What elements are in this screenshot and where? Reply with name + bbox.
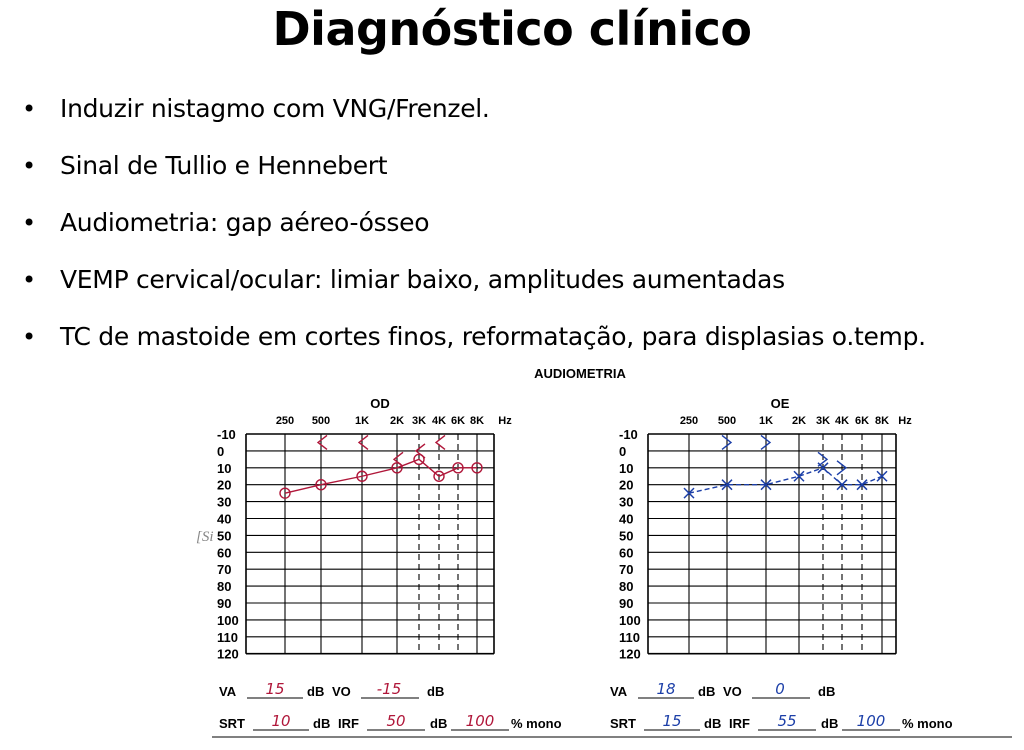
db-label: 120 bbox=[217, 646, 239, 662]
slide-title: Diagnóstico clínico bbox=[272, 2, 752, 56]
freq-label: 2K bbox=[791, 415, 807, 427]
db-label: 100 bbox=[217, 612, 239, 628]
freq-label: 6K bbox=[450, 415, 466, 427]
db-label: 0 bbox=[619, 443, 627, 459]
srt-value: 15 bbox=[662, 712, 682, 730]
ear-title: OD bbox=[370, 396, 390, 411]
db-label: 110 bbox=[619, 629, 640, 645]
mono-unit: % mono bbox=[511, 716, 562, 731]
freq-label: 3K bbox=[815, 415, 831, 427]
db-label: -10 bbox=[217, 427, 236, 442]
db-label: 10 bbox=[619, 460, 634, 476]
srt-value: 10 bbox=[271, 712, 291, 730]
bone-marker-bracket bbox=[436, 435, 445, 449]
bullet-dot-icon: • bbox=[22, 323, 36, 351]
bullet-dot-icon: • bbox=[22, 209, 36, 237]
irf-unit: dB bbox=[821, 716, 839, 731]
irf-label: IRF bbox=[729, 716, 750, 731]
freq-label: 1K bbox=[758, 415, 774, 427]
db-label: 0 bbox=[217, 443, 225, 459]
freq-label: 8K bbox=[874, 415, 890, 427]
freq-label: 250 bbox=[679, 415, 699, 427]
freq-label: 3K bbox=[411, 415, 427, 427]
db-label: 60 bbox=[217, 545, 232, 561]
bullet-item: • TC de mastoide em cortes finos, reformatação, para displasias o.temp. bbox=[22, 312, 926, 369]
irf-unit: dB bbox=[430, 716, 448, 731]
bullet-item: • VEMP cervical/ocular: limiar baixo, amplitudes aumentadas bbox=[22, 255, 926, 312]
srt-label: SRT bbox=[219, 716, 245, 731]
va-value: 18 bbox=[656, 680, 676, 698]
freq-label: 8K bbox=[469, 415, 485, 427]
vo-label: VO bbox=[723, 684, 742, 699]
db-label: 20 bbox=[619, 477, 634, 493]
freq-label: 500 bbox=[717, 415, 737, 427]
db-label: 40 bbox=[217, 511, 232, 527]
db-label: 70 bbox=[217, 562, 232, 578]
mono-unit: % mono bbox=[902, 716, 953, 731]
freq-label: Hz bbox=[898, 415, 912, 427]
db-label: 50 bbox=[217, 528, 232, 544]
freq-label: Hz bbox=[498, 415, 512, 427]
irf-value: 50 bbox=[386, 712, 406, 730]
db-label: 90 bbox=[619, 596, 634, 611]
db-label: 30 bbox=[619, 494, 634, 510]
vo-value: -15 bbox=[376, 680, 402, 698]
audiogram-od bbox=[217, 396, 562, 731]
bullet-item: • Audiometria: gap aéreo-ósseo bbox=[22, 198, 926, 255]
vo-unit: dB bbox=[427, 684, 445, 699]
db-label: 80 bbox=[619, 579, 634, 595]
audiometry-title: AUDIOMETRIA bbox=[534, 366, 626, 381]
db-label: 20 bbox=[217, 477, 232, 493]
db-label: 70 bbox=[619, 562, 634, 578]
bullet-dot-icon: • bbox=[22, 266, 36, 294]
vo-unit: dB bbox=[818, 684, 836, 699]
air-conduction-line bbox=[285, 459, 477, 493]
mono-value: 100 bbox=[856, 712, 886, 730]
va-label: VA bbox=[610, 684, 628, 699]
db-label: 90 bbox=[217, 596, 232, 611]
va-label: VA bbox=[219, 684, 237, 699]
db-label: 100 bbox=[619, 612, 641, 628]
vo-value: 0 bbox=[775, 680, 785, 698]
irf-label: IRF bbox=[338, 716, 359, 731]
db-label: 10 bbox=[217, 460, 232, 476]
va-unit: dB bbox=[698, 684, 716, 699]
freq-label: 6K bbox=[854, 415, 870, 427]
db-label: -10 bbox=[619, 427, 638, 442]
caption-fragment: [Si bbox=[196, 529, 214, 545]
freq-label: 500 bbox=[311, 415, 331, 427]
va-value: 15 bbox=[265, 680, 285, 698]
srt-label: SRT bbox=[610, 716, 636, 731]
db-label: 110 bbox=[217, 629, 238, 645]
db-label: 60 bbox=[619, 545, 634, 561]
freq-label: 4K bbox=[431, 415, 447, 427]
db-label: 30 bbox=[217, 494, 232, 510]
irf-value: 55 bbox=[777, 712, 797, 730]
va-unit: dB bbox=[307, 684, 325, 699]
db-label: 120 bbox=[619, 646, 641, 662]
audiogram-oe bbox=[610, 396, 953, 731]
db-label: 80 bbox=[217, 579, 232, 595]
bone-marker-bracket bbox=[359, 435, 368, 449]
freq-label: 2K bbox=[389, 415, 405, 427]
bullet-item: • Induzir nistagmo com VNG/Frenzel. bbox=[22, 84, 926, 141]
db-label: 50 bbox=[619, 528, 634, 544]
vo-label: VO bbox=[332, 684, 351, 699]
srt-unit: dB bbox=[704, 716, 722, 731]
mono-value: 100 bbox=[465, 712, 495, 730]
air-conduction-line bbox=[689, 468, 882, 493]
bullet-dot-icon: • bbox=[22, 152, 36, 180]
freq-label: 250 bbox=[275, 415, 295, 427]
srt-unit: dB bbox=[313, 716, 331, 731]
bullet-item: • Sinal de Tullio e Hennebert bbox=[22, 141, 926, 198]
freq-label: 4K bbox=[834, 415, 850, 427]
bullet-dot-icon: • bbox=[22, 95, 36, 123]
ear-title: OE bbox=[770, 396, 790, 411]
freq-label: 1K bbox=[354, 415, 370, 427]
bone-marker-bracket bbox=[318, 435, 327, 449]
bone-marker-bracket bbox=[394, 452, 403, 466]
db-label: 40 bbox=[619, 511, 634, 527]
